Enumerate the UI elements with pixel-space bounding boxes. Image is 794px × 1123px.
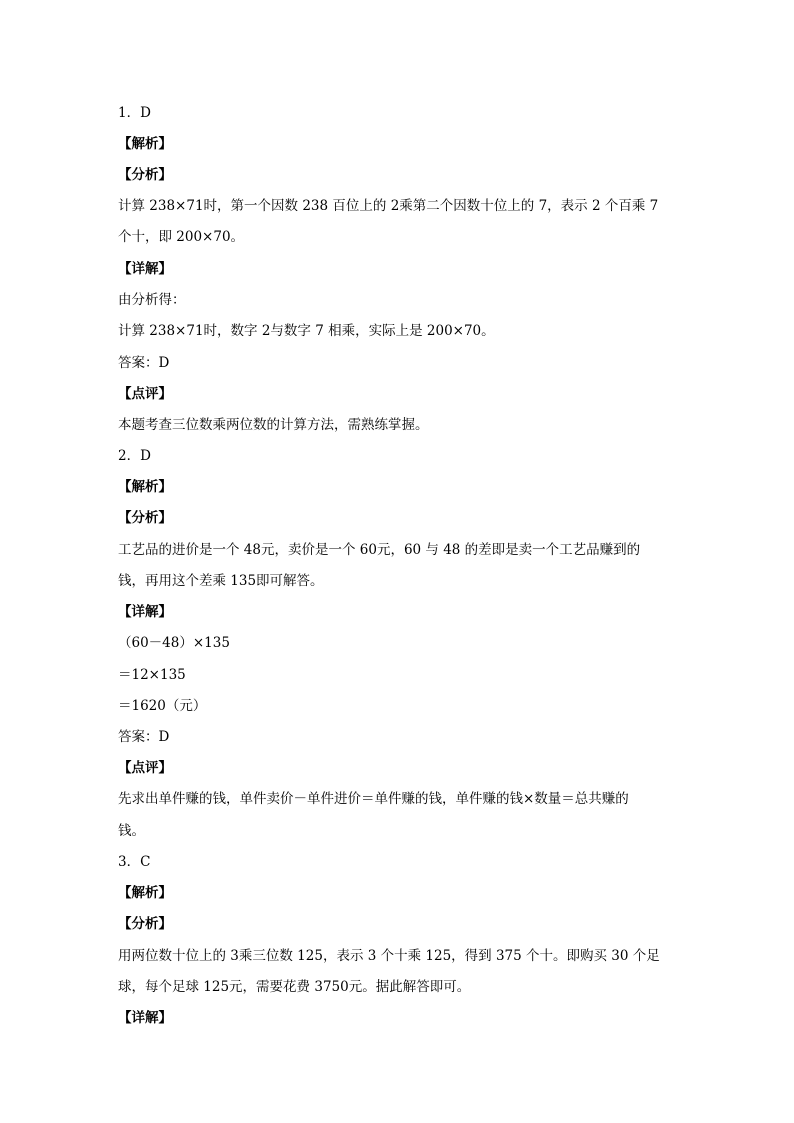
paragraph-line: 由分析得： [118, 292, 186, 308]
section-label-xiangjie: 【详解】 [118, 604, 172, 620]
paragraph-line: 本题考查三位数乘两位数的计算方法，需熟练掌握。 [118, 417, 429, 433]
paragraph-line: 计算 238×71时，数字 2与数字 7 相乘，实际上是 200×70。 [118, 323, 495, 339]
answer-header: 3．C [118, 854, 151, 870]
paragraph-line: 工艺品的进价是一个 48元，卖价是一个 60元，60 与 48 的差即是卖一个工艺品赚到的 [118, 542, 641, 558]
section-label-fenxi: 【分析】 [118, 916, 172, 932]
section-label-fenxi: 【分析】 [118, 167, 172, 183]
section-label-xiangjie: 【详解】 [118, 261, 172, 277]
equation-line: ＝12×135 [118, 667, 186, 683]
section-label-dianping: 【点评】 [118, 386, 172, 402]
equation-line: （60－48）×135 [118, 635, 230, 651]
paragraph-line: 用两位数十位上的 3乘三位数 125，表示 3 个十乘 125，得到 375 个十。即购买 30 个足 [118, 948, 660, 964]
answer-header: 2．D [118, 448, 151, 464]
paragraph-line: 钱，再用这个差乘 135即可解答。 [118, 573, 324, 589]
section-label-jiexi: 【解析】 [118, 885, 172, 901]
answer-line: 答案：D [118, 729, 170, 745]
section-label-dianping: 【点评】 [118, 760, 172, 776]
answer-header: 1．D [118, 105, 151, 121]
section-label-jiexi: 【解析】 [118, 136, 172, 152]
paragraph-line: 个十，即 200×70。 [118, 229, 245, 245]
section-label-fenxi: 【分析】 [118, 510, 172, 526]
section-label-xiangjie: 【详解】 [118, 1010, 172, 1026]
paragraph-line: 钱。 [118, 823, 145, 839]
paragraph-line: 计算 238×71时，第一个因数 238 百位上的 2乘第二个因数十位上的 7，表示 2 个百乘 7 [118, 198, 659, 214]
equation-line: ＝1620（元） [118, 698, 207, 714]
answer-line: 答案：D [118, 355, 170, 371]
section-label-jiexi: 【解析】 [118, 479, 172, 495]
paragraph-line: 先求出单件赚的钱，单件卖价－单件进价＝单件赚的钱，单件赚的钱×数量＝总共赚的 [118, 791, 629, 807]
paragraph-line: 球，每个足球 125元，需要花费 3750元。据此解答即可。 [118, 979, 471, 995]
